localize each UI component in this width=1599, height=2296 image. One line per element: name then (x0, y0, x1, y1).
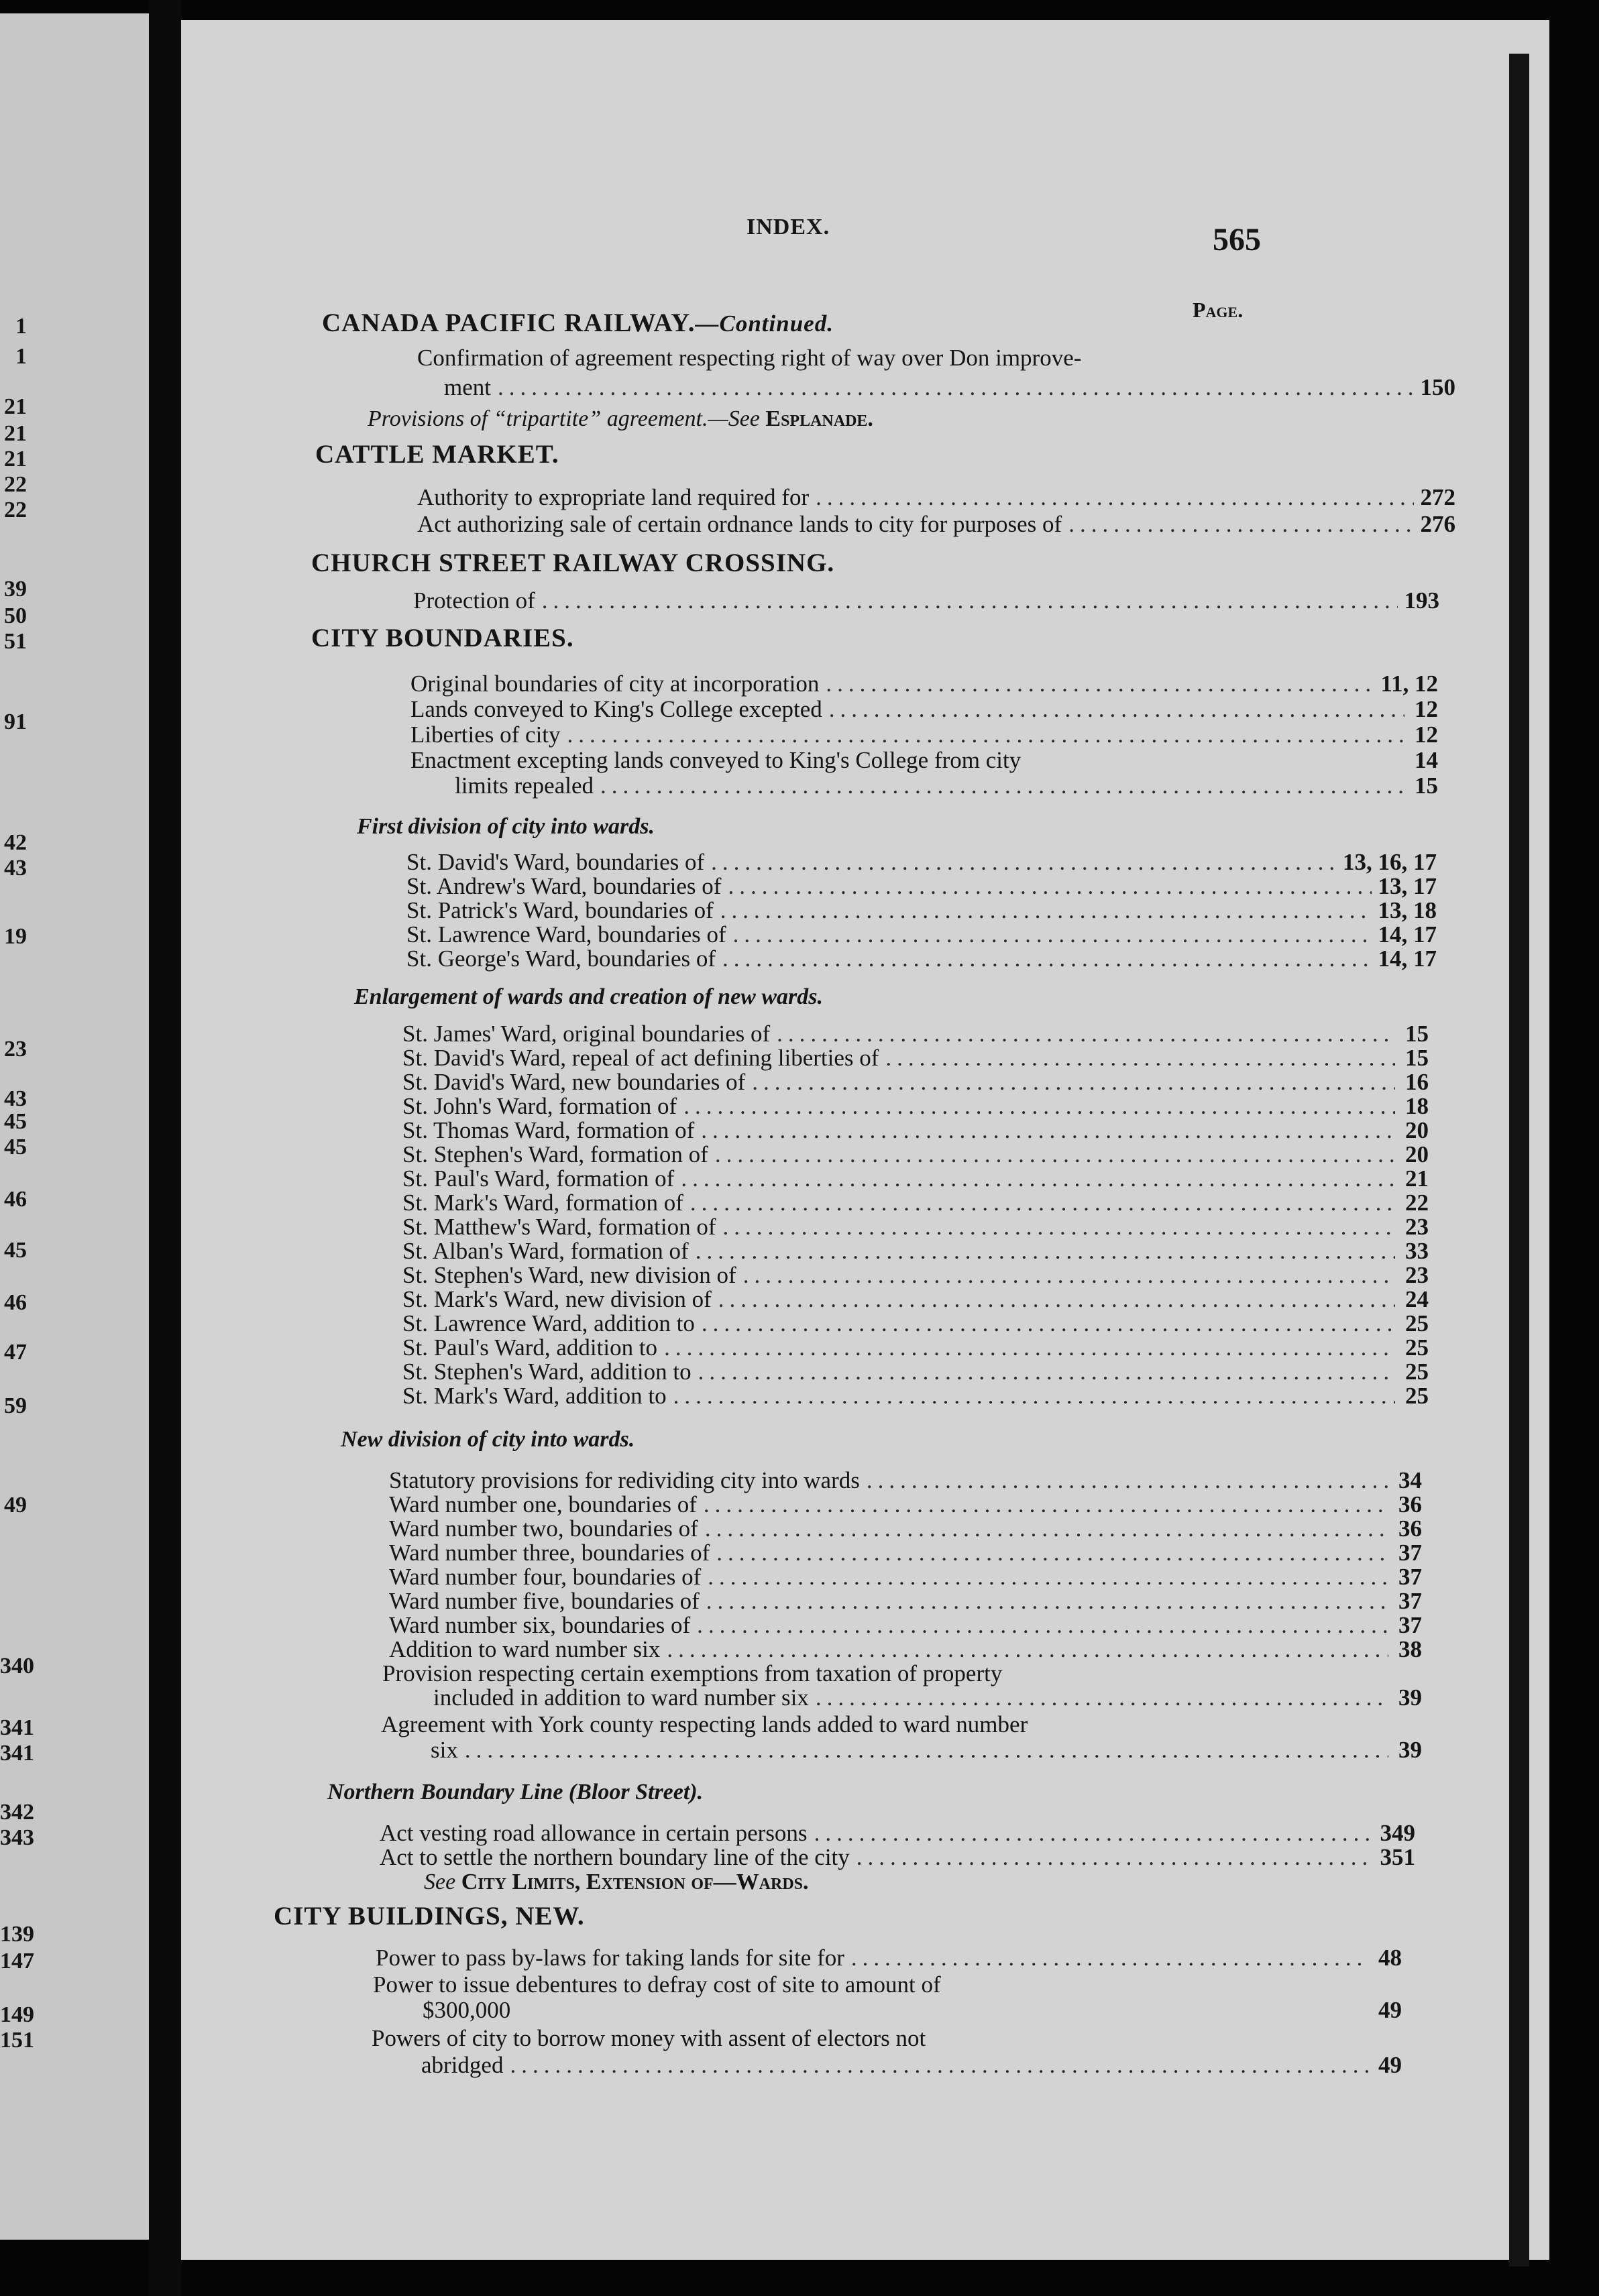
facing-page-number: 51 (4, 629, 27, 654)
index-entry (406, 923, 1437, 946)
facing-page-number: 1 (15, 344, 27, 369)
see-target: City Limits, Extension of—Wards. (461, 1870, 809, 1894)
index-line: Agreement with York county respecting lands added to ward number (381, 1711, 1028, 1737)
page-ref: 33 (1405, 1238, 1429, 1264)
facing-page-number: 147 (0, 1949, 34, 1973)
facing-page-number: 45 (4, 1238, 27, 1263)
entry-text: limits repealed (455, 772, 594, 799)
index-entry (389, 1638, 1422, 1661)
page-ref: 12 (1415, 696, 1438, 722)
index-entry (389, 1517, 1422, 1540)
facing-page-number: 23 (4, 1037, 27, 1061)
index-entry (402, 1287, 1429, 1311)
entry-text: St. Alban's Ward, formation of (402, 1238, 689, 1264)
entry-heading-cpr (322, 310, 834, 336)
index-entry (402, 1191, 1429, 1214)
index-entry (413, 589, 1439, 612)
entry-text: St. Mark's Ward, addition to (402, 1383, 667, 1409)
facing-page-number: 39 (4, 577, 27, 601)
index-entry (389, 1541, 1422, 1564)
running-head: INDEX. (747, 215, 830, 239)
entry-text: St. James' Ward, original boundaries of (402, 1021, 771, 1047)
page-ref: 48 (1378, 1945, 1402, 1971)
page-ref: 38 (1398, 1636, 1422, 1662)
index-entry (402, 1215, 1429, 1239)
entry-text: Protection of (413, 587, 535, 614)
page-ref: 276 (1420, 511, 1455, 537)
entry-text: St. Lawrence Ward, addition to (402, 1310, 695, 1336)
facing-page-number: 91 (4, 709, 27, 734)
facing-page-fragment (0, 13, 149, 2240)
page-ref: 23 (1405, 1214, 1429, 1240)
facing-page-number: 46 (4, 1290, 27, 1315)
entry-text: St. Paul's Ward, addition to (402, 1334, 658, 1361)
index-entry (410, 697, 1438, 721)
facing-page-number: 45 (4, 1135, 27, 1159)
index-line: Provision respecting certain exemptions from taxation of property (382, 1660, 1003, 1686)
facing-page-number: 1 (15, 314, 27, 339)
entry-text: Power to pass by-laws for taking lands for site for (376, 1945, 844, 1971)
page-ref: 193 (1404, 587, 1439, 614)
entry-text: Original boundaries of city at incorporation (410, 671, 820, 697)
index-page (181, 20, 1549, 2260)
index-entry (402, 1022, 1429, 1045)
page-ref: 25 (1405, 1310, 1429, 1336)
entry-text: St. David's Ward, repeal of act defining liberties of (402, 1045, 879, 1071)
entry-heading-church-street: CHURCH STREET RAILWAY CROSSING. (311, 549, 835, 577)
index-entry (406, 947, 1437, 970)
page-ref: 21 (1405, 1165, 1429, 1192)
entry-text: St. Andrew's Ward, boundaries of (406, 873, 722, 899)
page-ref: 150 (1420, 374, 1455, 400)
index-entry (380, 1821, 1415, 1845)
index-entry (431, 1738, 1422, 1762)
entry-text: St. Paul's Ward, formation of (402, 1165, 675, 1192)
index-entry (376, 1946, 1402, 1969)
page-ref: 37 (1398, 1540, 1422, 1566)
page-ref: 37 (1398, 1588, 1422, 1614)
index-entry (389, 1565, 1422, 1589)
entry-text: Lands conveyed to King's College excepted (410, 696, 822, 722)
page-ref: 22 (1405, 1190, 1429, 1216)
entry-text: St. Patrick's Ward, boundaries of (406, 897, 714, 923)
cross-reference (368, 408, 873, 431)
facing-page-number: 21 (4, 421, 27, 446)
index-entry (410, 723, 1438, 746)
entry-text: Act to settle the northern boundary line of the city (380, 1844, 850, 1870)
facing-page-number: 342 (0, 1800, 34, 1825)
facing-page-number: 343 (0, 1825, 34, 1850)
index-entry (410, 672, 1438, 695)
page-ref: 37 (1398, 1564, 1422, 1590)
entry-text: six (431, 1737, 458, 1763)
page-ref: 25 (1405, 1359, 1429, 1385)
subheading-northern-boundary: Northern Boundary Line (Bloor Street). (327, 1780, 704, 1804)
subheading-enlargement: Enlargement of wards and creation of new wards. (354, 984, 823, 1009)
page-ref: 13, 18 (1378, 897, 1437, 923)
facing-page-number: 49 (4, 1493, 27, 1517)
see-target: Esplanade. (765, 406, 873, 431)
page-ref: 25 (1405, 1383, 1429, 1409)
entry-heading-city-buildings: CITY BUILDINGS, NEW. (274, 1902, 585, 1931)
index-line: Confirmation of agreement respecting right of way over Don improve- (417, 345, 1082, 371)
entry-text: St. John's Ward, formation of (402, 1093, 677, 1119)
index-entry (402, 1118, 1429, 1142)
index-entry (406, 850, 1437, 874)
facing-page-number: 151 (0, 2028, 34, 2053)
index-entry (402, 1094, 1429, 1118)
facing-page-number: 21 (4, 394, 27, 419)
facing-page-number: 341 (0, 1741, 34, 1766)
facing-page-number: 43 (4, 1086, 27, 1111)
page-ref: 15 (1405, 1021, 1429, 1047)
index-entry (406, 899, 1437, 922)
index-entry (417, 512, 1455, 536)
entry-text: St. Mark's Ward, new division of (402, 1286, 712, 1312)
index-entry (389, 1589, 1422, 1613)
entry-text: Ward number three, boundaries of (389, 1540, 710, 1566)
index-entry (421, 2053, 1402, 2077)
entry-heading-cattle-market: CATTLE MARKET. (315, 440, 559, 469)
page-ref: 49 (1378, 1997, 1402, 2023)
entry-text: Statutory provisions for redividing city into wards (389, 1467, 860, 1493)
facing-page-number: 149 (0, 2002, 34, 2027)
facing-page-number: 139 (0, 1922, 34, 1947)
entry-text: abridged (421, 2052, 504, 2078)
index-line: Powers of city to borrow money with assent of electors not (372, 2025, 926, 2051)
continued-note: —Continued. (695, 310, 834, 337)
page-edge-shadow (1509, 54, 1529, 2266)
entry-text: Ward number one, boundaries of (389, 1491, 697, 1517)
index-entry (380, 1845, 1415, 1869)
page-ref: 39 (1398, 1684, 1422, 1711)
facing-page-number: 42 (4, 830, 27, 855)
page-ref: 37 (1398, 1612, 1422, 1638)
heading-text: CANADA PACIFIC RAILWAY. (322, 308, 696, 337)
entry-text: Act vesting road allowance in certain persons (380, 1820, 808, 1846)
facing-page-number: 22 (4, 472, 27, 497)
entry-text: Act authorizing sale of certain ordnance lands to city for purposes of (417, 511, 1062, 537)
page-ref: 11, 12 (1380, 671, 1438, 697)
entry-text: $300,000 (423, 1997, 511, 2023)
index-entry (433, 1686, 1422, 1709)
entry-text: Addition to ward number six (389, 1636, 661, 1662)
page-ref: 14 (1415, 747, 1438, 773)
page-number: 565 (1213, 222, 1261, 257)
page-ref: 12 (1415, 722, 1438, 748)
page-ref: 351 (1380, 1844, 1415, 1870)
entry-heading-city-boundaries: CITY BOUNDARIES. (311, 624, 574, 652)
page-ref: 272 (1420, 484, 1455, 510)
page-ref: 20 (1405, 1117, 1429, 1143)
entry-text: St. Matthew's Ward, formation of (402, 1214, 716, 1240)
facing-page-number: 43 (4, 856, 27, 880)
page-ref: 24 (1405, 1286, 1429, 1312)
entry-text: St. David's Ward, boundaries of (406, 849, 705, 875)
index-entry (410, 748, 1438, 772)
index-entry (402, 1360, 1429, 1383)
index-entry (423, 1998, 1402, 2022)
index-entry (402, 1336, 1429, 1359)
page-ref: 16 (1405, 1069, 1429, 1095)
index-entry (402, 1046, 1429, 1070)
page-ref: 15 (1415, 772, 1438, 799)
cross-reference (424, 1871, 809, 1894)
subheading-new-division: New division of city into wards. (341, 1427, 635, 1452)
index-entry (402, 1263, 1429, 1287)
facing-page-number: 50 (4, 604, 27, 628)
entry-text: Ward number six, boundaries of (389, 1612, 691, 1638)
page-ref: 49 (1378, 2052, 1402, 2078)
entry-text: Ward number two, boundaries of (389, 1515, 698, 1542)
index-line: Power to issue debentures to defray cost of site to amount of (373, 1971, 941, 1998)
entry-text: St. David's Ward, new boundaries of (402, 1069, 746, 1095)
page-ref: 34 (1398, 1467, 1422, 1493)
index-entry (389, 1613, 1422, 1637)
index-entry (402, 1167, 1429, 1190)
index-entry (402, 1143, 1429, 1166)
page-ref: 18 (1405, 1093, 1429, 1119)
entry-text: St. Stephen's Ward, formation of (402, 1141, 708, 1167)
entry-text: St. Mark's Ward, formation of (402, 1190, 683, 1216)
page-ref: 14, 17 (1378, 945, 1437, 972)
entry-text: included in addition to ward number six (433, 1684, 809, 1711)
page-ref: 23 (1405, 1262, 1429, 1288)
page-ref: 14, 17 (1378, 921, 1437, 948)
index-entry (402, 1070, 1429, 1094)
facing-page-number: 46 (4, 1187, 27, 1212)
entry-text: Ward number four, boundaries of (389, 1564, 702, 1590)
facing-page-number: 45 (4, 1109, 27, 1134)
entry-text: St. Lawrence Ward, boundaries of (406, 921, 726, 948)
page-ref: 36 (1398, 1491, 1422, 1517)
subheading-first-division: First division of city into wards. (357, 814, 655, 839)
entry-text: Ward number five, boundaries of (389, 1588, 700, 1614)
facing-page-number: 341 (0, 1715, 34, 1740)
index-entry (402, 1312, 1429, 1335)
entry-text: St. Stephen's Ward, new division of (402, 1262, 736, 1288)
entry-text: St. Stephen's Ward, addition to (402, 1359, 692, 1385)
page-ref: 13, 16, 17 (1343, 849, 1437, 875)
page-column-label: Page. (1193, 298, 1244, 322)
facing-page-number: 47 (4, 1340, 27, 1365)
book-gutter (149, 0, 181, 2296)
entry-text: ment (444, 374, 491, 400)
entry-text: Liberties of city (410, 722, 561, 748)
entry-text: Authority to expropriate land required for (417, 484, 810, 510)
facing-page-number: 59 (4, 1393, 27, 1418)
page-ref: 20 (1405, 1141, 1429, 1167)
index-entry (402, 1239, 1429, 1263)
facing-page-number: 22 (4, 498, 27, 522)
index-entry (444, 376, 1455, 399)
page-ref: 13, 17 (1378, 873, 1437, 899)
entry-text: St. Thomas Ward, formation of (402, 1117, 695, 1143)
see-text: See (424, 1870, 456, 1894)
page-ref: 349 (1380, 1820, 1415, 1846)
facing-page-number: 19 (4, 924, 27, 949)
facing-page-number: 340 (0, 1654, 34, 1678)
page-ref: 39 (1398, 1737, 1422, 1763)
facing-page-number: 21 (4, 447, 27, 471)
index-entry (406, 874, 1437, 898)
page-ref: 25 (1405, 1334, 1429, 1361)
index-entry (389, 1493, 1422, 1516)
entry-text: St. George's Ward, boundaries of (406, 945, 716, 972)
page-ref: 36 (1398, 1515, 1422, 1542)
page-ref: 15 (1405, 1045, 1429, 1071)
see-text: Provisions of “tripartite” agreement.—See (368, 406, 760, 431)
index-entry (455, 774, 1438, 797)
index-entry (417, 485, 1455, 509)
entry-text: Enactment excepting lands conveyed to King's College from city (410, 747, 1022, 773)
index-entry (402, 1384, 1429, 1408)
index-entry (389, 1469, 1422, 1492)
